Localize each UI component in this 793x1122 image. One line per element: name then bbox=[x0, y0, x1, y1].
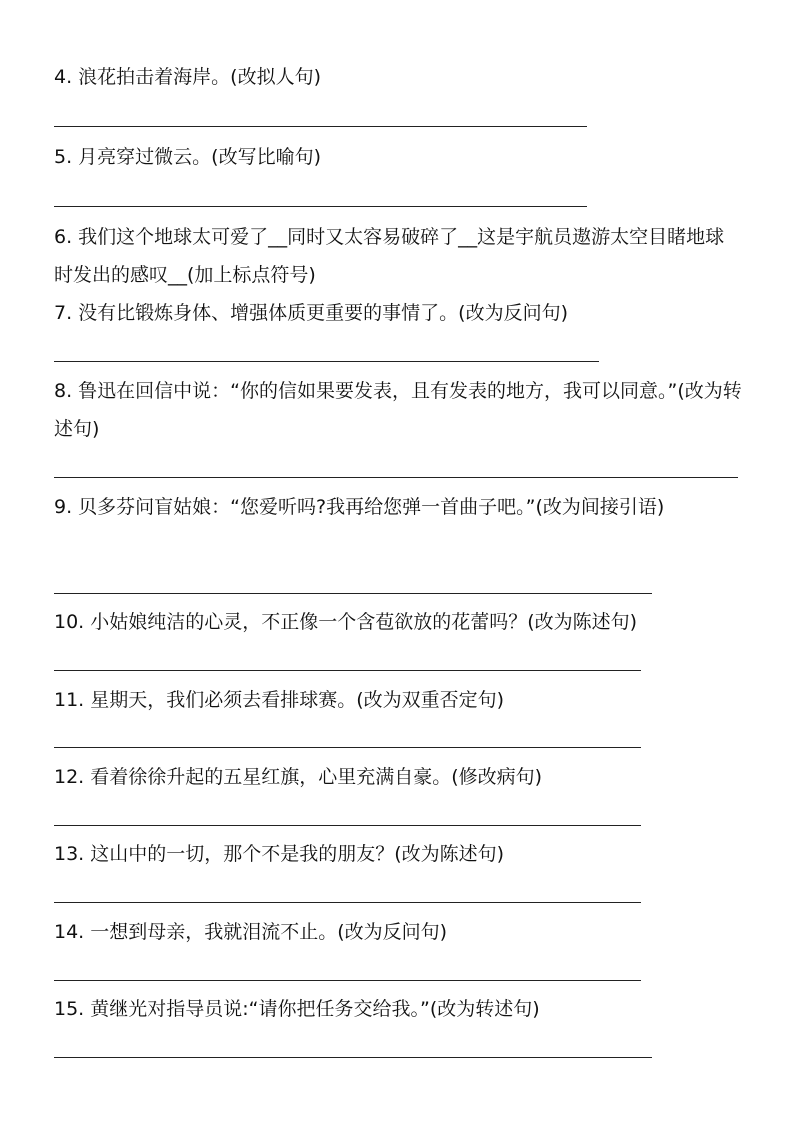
question-10: 10. 小姑娘纯洁的心灵，不正像一个含苞欲放的花蕾吗？(改为陈述句) bbox=[54, 611, 638, 633]
answer-line-10[interactable] bbox=[54, 670, 641, 671]
answer-line-12[interactable] bbox=[54, 825, 641, 826]
question-9: 9. 贝多芬问盲姑娘：“您爱听吗?我再给您弹一首曲子吧。”(改为间接引语) bbox=[54, 496, 665, 518]
question-4: 4. 浪花拍击着海岸。(改拟人句) bbox=[54, 66, 321, 88]
answer-line-15[interactable] bbox=[54, 1057, 652, 1058]
answer-line-11[interactable] bbox=[54, 747, 641, 748]
answer-line-7[interactable] bbox=[54, 361, 599, 362]
question-12: 12. 看着徐徐升起的五星红旗，心里充满自豪。(修改病句) bbox=[54, 766, 543, 788]
question-7: 7. 没有比锻炼身体、增强体质更重要的事情了。(改为反问句) bbox=[54, 302, 568, 324]
answer-line-13[interactable] bbox=[54, 902, 641, 903]
answer-line-5[interactable] bbox=[54, 206, 587, 207]
question-13: 13. 这山中的一切，那个不是我的朋友？(改为陈述句) bbox=[54, 843, 505, 865]
answer-line-14[interactable] bbox=[54, 980, 641, 981]
question-15: 15. 黄继光对指导员说:“请你把任务交给我。”(改为转述句) bbox=[54, 998, 540, 1020]
question-5: 5. 月亮穿过微云。(改写比喻句) bbox=[54, 146, 321, 168]
question-11: 11. 星期天，我们必须去看排球赛。(改为双重否定句) bbox=[54, 689, 505, 711]
answer-line-8[interactable] bbox=[54, 477, 738, 478]
answer-line-9[interactable] bbox=[54, 593, 652, 594]
question-6: 6. 我们这个地球太可爱了__同时又太容易破碎了__这是宇航员遨游太空目睹地球时发出的感叹__(加上标点符号) bbox=[54, 226, 725, 286]
answer-line-4[interactable] bbox=[54, 126, 587, 127]
question-8: 8. 鲁迅在回信中说：“你的信如果要发表，且有发表的地方，我可以同意。”(改为转述句) bbox=[54, 380, 742, 440]
question-14: 14. 一想到母亲，我就泪流不止。(改为反问句) bbox=[54, 921, 448, 943]
